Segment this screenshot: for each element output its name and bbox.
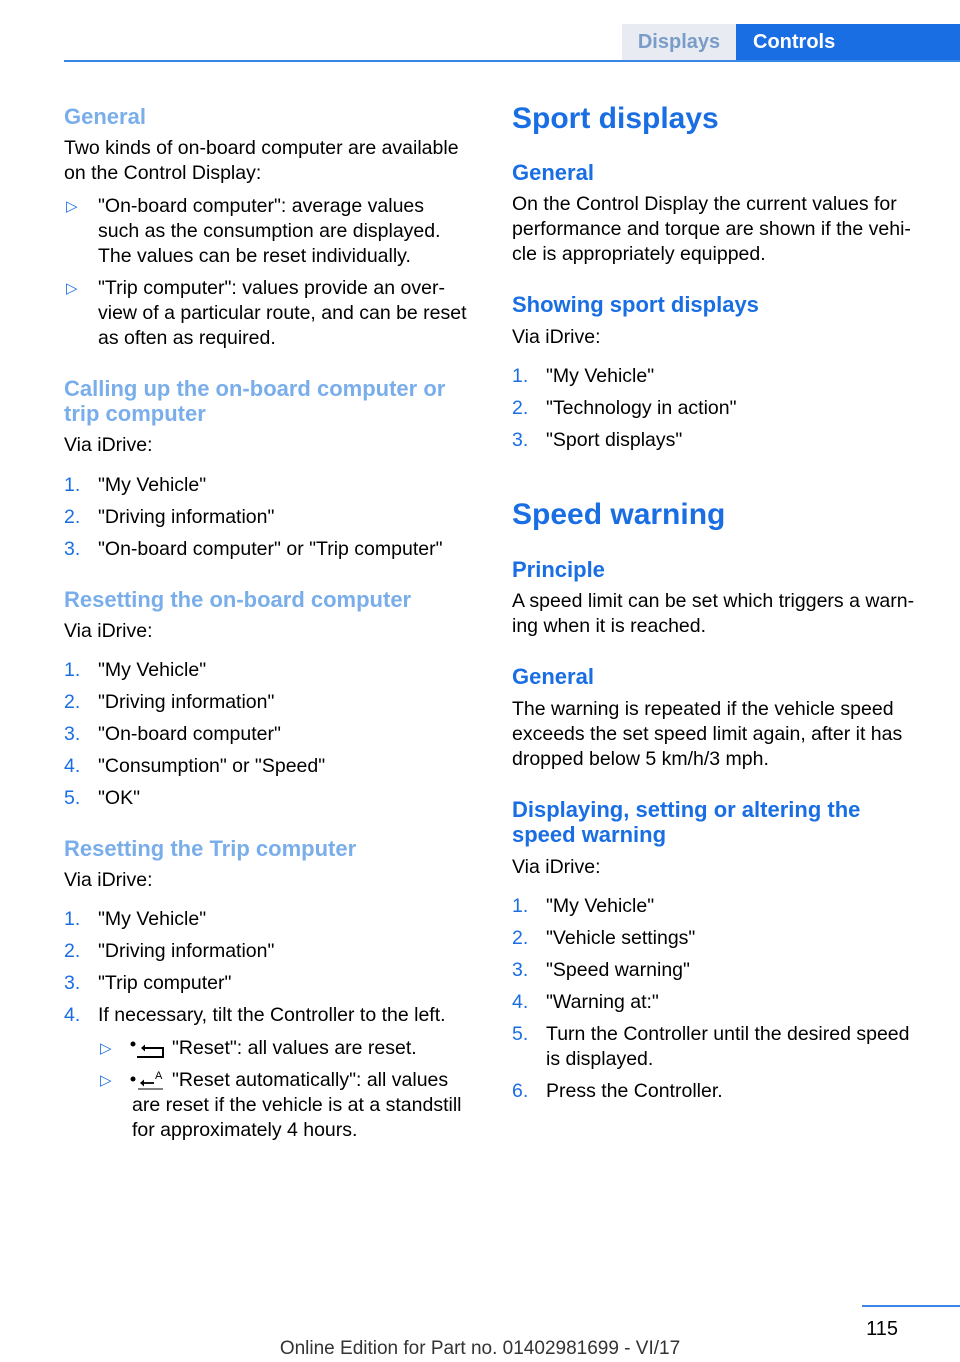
via-idrive: Via iDrive: [64, 620, 153, 642]
via-idrive: Via iDrive: [64, 869, 153, 891]
reset-automatically-icon [130, 1068, 166, 1090]
triangle-right-icon: ▷ [100, 1040, 112, 1057]
step-number: 1. [512, 365, 529, 387]
paragraph-line: cle is appropriately equipped. [512, 243, 766, 265]
step-text: "My Vehicle" [98, 908, 207, 930]
step-text: If necessary, tilt the Controller to the left. [98, 1004, 446, 1026]
step-number: 2. [64, 940, 81, 962]
general-heading: General [64, 104, 146, 129]
sport-general-heading: General [512, 160, 594, 185]
step-text: "Warning at:" [546, 991, 659, 1013]
step-text: "Driving information" [98, 691, 275, 713]
step-number: 2. [64, 691, 81, 713]
footer-edition: Online Edition for Part no. 01402981699 - VI/17 [279, 1338, 681, 1359]
step-number: 1. [64, 659, 81, 681]
step-text: "My Vehicle" [98, 659, 207, 681]
step-text: "On-board computer" or "Trip computer" [98, 538, 443, 560]
tab-displays[interactable]: Displays [622, 24, 736, 60]
via-idrive: Via iDrive: [512, 326, 601, 348]
step-number: 3. [64, 538, 81, 560]
general-text-line: Two kinds of on-board computer are available [64, 137, 459, 159]
header-rule [64, 60, 960, 62]
paragraph-line: ing when it is reached. [512, 615, 707, 637]
footer-rule [862, 1305, 960, 1307]
step-number: 1. [64, 474, 81, 496]
step-text: "Speed warning" [546, 959, 690, 981]
principle-heading: Principle [512, 557, 605, 582]
bullet-line: view of a particular route, and can be reset [98, 302, 467, 324]
sub-bullet-line: are reset if the vehicle is at a standstill [132, 1094, 462, 1116]
reset-icon [130, 1039, 166, 1059]
step-text: "Driving information" [98, 506, 275, 528]
bullet-line: as often as required. [98, 327, 276, 349]
step-number: 6. [512, 1080, 529, 1102]
page-number: 115 [866, 1318, 898, 1340]
step-text: is displayed. [546, 1048, 654, 1070]
step-text: "Consumption" or "Speed" [98, 755, 326, 777]
triangle-right-icon: ▷ [100, 1072, 112, 1089]
step-text: "Vehicle settings" [546, 927, 696, 949]
bullet-line: "On-board computer": average values [98, 195, 425, 217]
step-number: 4. [64, 755, 81, 777]
sport-displays-title: Sport displays [512, 102, 719, 135]
general-text-line: on the Control Display: [64, 162, 262, 184]
step-text: "Technology in action" [546, 397, 737, 419]
speed-warning-title: Speed warning [512, 498, 726, 531]
displaying-heading: speed warning [512, 822, 667, 847]
step-text: "OK" [98, 787, 141, 809]
step-number: 2. [512, 927, 529, 949]
step-number: 3. [64, 972, 81, 994]
bullet-line: "Trip computer": values provide an over- [98, 277, 445, 299]
paragraph-line: A speed limit can be set which triggers a warn- [512, 590, 915, 612]
calling-heading: trip computer [64, 401, 206, 426]
sub-bullet-line: "Reset automatically": all values [172, 1069, 449, 1091]
step-text: "My Vehicle" [98, 474, 207, 496]
sub-bullet-line: "Reset": all values are reset. [172, 1037, 417, 1059]
step-number: 4. [64, 1004, 81, 1026]
step-text: "Driving information" [98, 940, 275, 962]
via-idrive: Via iDrive: [64, 434, 153, 456]
sub-bullet-line: for approximately 4 hours. [132, 1119, 358, 1141]
step-number: 5. [512, 1023, 529, 1045]
paragraph-line: exceeds the set speed limit again, after it has [512, 723, 903, 745]
step-text: "My Vehicle" [546, 895, 655, 917]
paragraph-line: The warning is repeated if the vehicle speed [512, 698, 894, 720]
step-text: "Sport displays" [546, 429, 683, 451]
step-number: 3. [512, 429, 529, 451]
step-number: 4. [512, 991, 529, 1013]
paragraph-line: performance and torque are shown if the vehi- [512, 218, 911, 240]
step-text: "On-board computer" [98, 723, 281, 745]
paragraph-line: On the Control Display the current values for [512, 193, 897, 215]
tab-controls[interactable]: Controls [736, 24, 960, 60]
showing-heading: Showing sport displays [512, 292, 759, 317]
reset-trip-heading: Resetting the Trip computer [64, 836, 357, 861]
step-text: "Trip computer" [98, 972, 232, 994]
step-number: 3. [512, 959, 529, 981]
step-number: 1. [64, 908, 81, 930]
step-number: 3. [64, 723, 81, 745]
step-number: 5. [64, 787, 81, 809]
step-text: Turn the Controller until the desired speed [546, 1023, 910, 1045]
step-number: 2. [64, 506, 81, 528]
speed-general-heading: General [512, 664, 594, 689]
bullet-line: The values can be reset individually. [98, 245, 411, 267]
reset-obc-heading: Resetting the on-board computer [64, 587, 412, 612]
step-number: 1. [512, 895, 529, 917]
svg-text:A: A [155, 1070, 163, 1082]
displaying-heading: Displaying, setting or altering the [512, 797, 861, 822]
bullet-line: such as the consumption are displayed. [98, 220, 441, 242]
triangle-right-icon: ▷ [66, 280, 78, 297]
step-text: "My Vehicle" [546, 365, 655, 387]
via-idrive: Via iDrive: [512, 856, 601, 878]
triangle-right-icon: ▷ [66, 198, 78, 215]
step-number: 2. [512, 397, 529, 419]
paragraph-line: dropped below 5 km/h/3 mph. [512, 748, 769, 770]
calling-heading: Calling up the on-board computer or [64, 376, 446, 401]
step-text: Press the Controller. [546, 1080, 723, 1102]
